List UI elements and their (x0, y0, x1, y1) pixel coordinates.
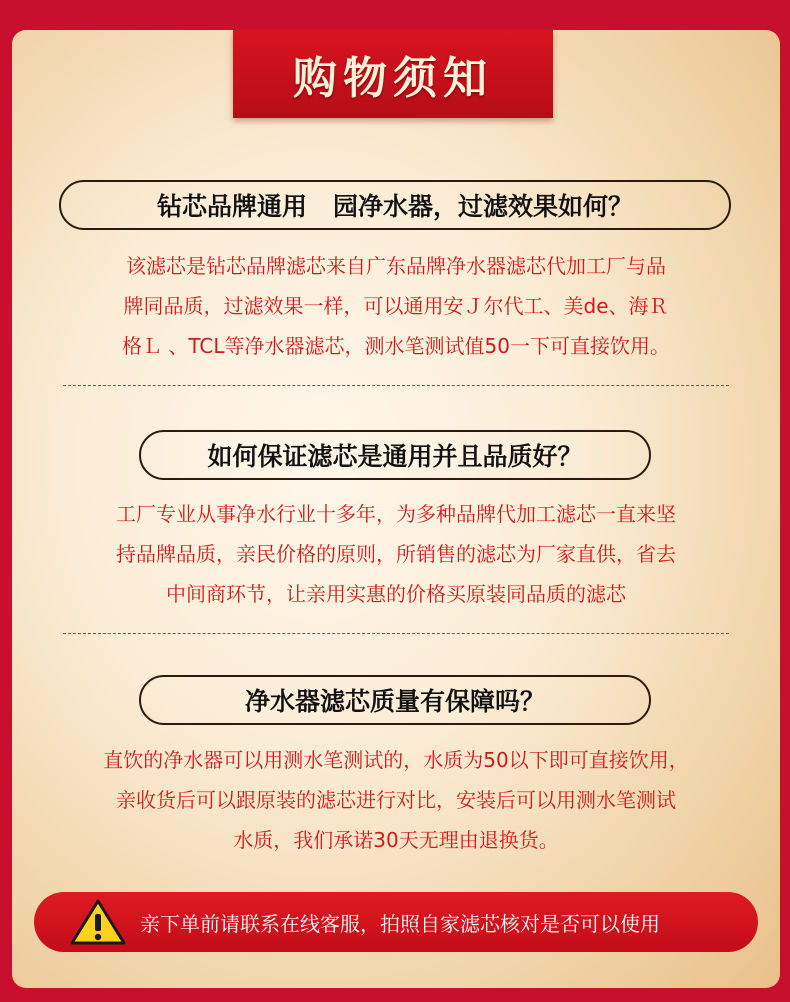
answer-line: 持品牌品质，亲民价格的原则，所销售的滤芯为厂家直供，省去 (116, 542, 676, 566)
answer-paragraph-3 (48, 740, 744, 860)
question-pill-3 (139, 675, 651, 725)
question-pill-2 (139, 430, 651, 480)
answer-line: 牌同品质，过滤效果一样，可以通用安Ｊ尔代工、美de、海Ｒ (123, 294, 669, 318)
answer-paragraph-2 (48, 494, 744, 614)
question-text-2: 如何保证滤芯是通用并且品质好？ (207, 442, 583, 471)
section-divider (63, 385, 729, 386)
question-pill-1 (59, 180, 731, 230)
answer-paragraph-1 (48, 246, 744, 366)
answer-line: 水质，我们承诺30天无理由退换货。 (233, 828, 559, 852)
question-text-3: 净水器滤芯质量有保障吗？ (244, 687, 545, 716)
answer-line: 中间商环节，让亲用实惠的价格买原装同品质的滤芯 (166, 582, 626, 606)
answer-line: 工厂专业从事净水行业十多年，为多种品牌代加工滤芯一直来坚 (116, 502, 676, 526)
answer-line: 该滤芯是钻芯品牌滤芯来自广东品牌净水器滤芯代加工厂与品 (126, 254, 666, 278)
warning-icon (70, 898, 126, 946)
section-divider (63, 633, 729, 634)
answer-line: 格Ｌ 、TCL等净水器滤芯，测水笔测试值50一下可直接饮用。 (122, 334, 670, 358)
answer-line: 直饮的净水器可以用测水笔测试的，水质为50以下即可直接饮用， (103, 748, 689, 772)
notice-text: 亲下单前请联系在线客服，拍照自家滤芯核对是否可以使用 (140, 911, 660, 936)
question-text-1: 钻芯品牌通用 园净水器，过滤效果如何？ (156, 192, 634, 221)
page-title: 购物须知 (293, 53, 493, 104)
contact-notice-banner (34, 892, 758, 952)
title-banner (233, 30, 553, 118)
notice-card (12, 30, 780, 988)
answer-line: 亲收货后可以跟原装的滤芯进行对比，安装后可以用测水笔测试 (116, 788, 676, 812)
